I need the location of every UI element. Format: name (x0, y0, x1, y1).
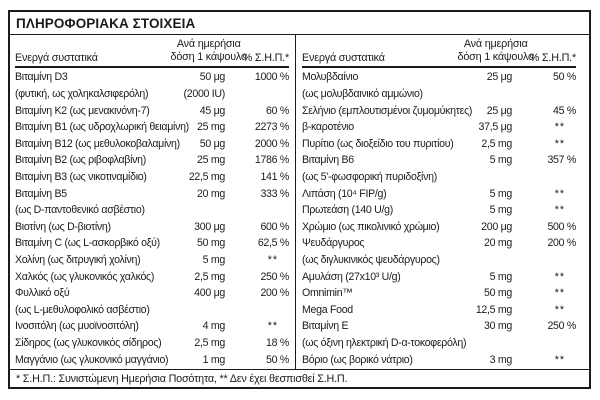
table-row (15, 102, 289, 119)
ingredient-name: Βιταμίνη B6 (302, 154, 354, 167)
pct-value: 2000 % (254, 137, 289, 150)
table-row (302, 285, 576, 302)
amount-value: 25 μg (486, 104, 512, 117)
table-row (302, 351, 576, 368)
table-title: ΠΛΗΡΟΦΟΡΙΑΚΑ ΣΤΟΙΧΕΙΑ (10, 12, 589, 35)
ingredient-name: β-καροτένιο (302, 121, 354, 134)
per-dose-header-line1: Ανά ημερήσια (463, 38, 528, 50)
amount-value: 3 mg (489, 353, 512, 366)
ingredient-name: Μολυβδαίνιο (302, 71, 359, 84)
amount-value: 12,5 mg (475, 303, 512, 316)
pct-value: 357 % (547, 154, 576, 167)
table-row (15, 318, 289, 335)
ingredient-name: Βιταμίνη B2 (ως ριβοφλαβίνη) (15, 154, 146, 167)
amount-value: 5 mg (202, 254, 225, 266)
nutrition-facts-table (8, 10, 591, 389)
ingredient-name: Βιταμίνη C (ως L-ασκορβικό οξύ) (15, 237, 160, 250)
pct-header: % Σ.Η.Π.* (529, 52, 576, 64)
ingredient-name: Βιταμίνη D3 (15, 71, 68, 84)
per-dose-header (458, 38, 534, 64)
amount-value: 20 mg (197, 187, 225, 200)
ingredient-name: (ως 5'-φωσφορική πυριδοξίνη) (302, 170, 437, 183)
right-column-header (302, 35, 576, 68)
per-dose-header-line2: δόση 1 κάψουλα (457, 51, 534, 63)
ingredient-name: Βιταμίνη B1 (ως υδροχλωρική θειαμίνη) (15, 121, 189, 134)
table-row (302, 302, 576, 319)
pct-value: ** (554, 270, 565, 283)
ingredient-name: (ως μολυβδαινικό αμμώνιο) (302, 87, 423, 100)
table-row (302, 135, 576, 152)
table-row (15, 335, 289, 352)
table-row (302, 86, 576, 103)
table-row (302, 252, 576, 269)
table-row (15, 218, 289, 235)
pct-value: ** (554, 204, 565, 217)
right-ingredient-rows (302, 68, 576, 369)
amount-value: 300 μg (194, 220, 225, 233)
per-dose-header-line2: δόση 1 κάψουλα (170, 51, 247, 63)
amount-value: 4 mg (202, 320, 225, 333)
left-column (10, 35, 296, 369)
pct-value: ** (554, 303, 565, 316)
pct-header: % Σ.Η.Π.* (242, 52, 289, 64)
amount-value: 200 μg (481, 220, 512, 233)
table-row (15, 119, 289, 136)
table-row (15, 185, 289, 202)
ingredient-name: Βιταμίνη B5 (15, 187, 67, 200)
amount-value: 20 mg (484, 237, 512, 250)
table-row (302, 268, 576, 285)
amount-value: 37,5 μg (478, 121, 512, 134)
ingredient-name: Πυρίτιο (ως διοξείδιο του πυριτίου) (302, 137, 454, 150)
table-row (15, 86, 289, 103)
ingredient-name: Ψευδάργυρος (302, 237, 365, 250)
ingredient-name: Σίδηρος (ως γλυκονικός σίδηρος) (15, 337, 162, 350)
ingredient-name: (φυτική, ως χοληκαλσιφερόλη) (15, 87, 149, 100)
per-dose-header (171, 38, 247, 64)
amount-value: 5 mg (489, 270, 512, 283)
ingredient-name: Βιταμίνη B12 (ως μεθυλοκοβαλαμίνη) (15, 137, 180, 150)
pct-value: ** (267, 320, 278, 333)
pct-value: 50 % (266, 353, 289, 366)
table-row (302, 102, 576, 119)
ingredient-name: Χρώμιο (ως πικολινικό χρώμιο) (302, 220, 440, 233)
left-column-header (15, 35, 289, 68)
ingredient-name: (ως L-μεθυλοφολικό ασβέστιο) (15, 303, 150, 316)
table-row (15, 202, 289, 219)
ingredient-name: Χολίνη (ως διτρυγική χολίνη) (15, 254, 141, 266)
table-row (302, 235, 576, 252)
amount-value: 30 mg (484, 320, 512, 333)
amount-value: 25 mg (197, 121, 225, 134)
pct-value: 250 % (260, 270, 289, 283)
pct-value: 333 % (260, 187, 289, 200)
amount-value: 2,5 mg (194, 270, 225, 283)
table-row (302, 119, 576, 136)
table-row (15, 69, 289, 86)
footnote: * Σ.Η.Π.: Συνιστώμενη Ημερήσια Ποσότητα, ** Δεν έχει θεσπισθεί Σ.Η.Π. (10, 369, 589, 387)
ingredient-name: Βιοτίνη (ως D-βιοτίνη) (15, 220, 111, 233)
table-row (15, 351, 289, 368)
pct-value: 200 % (547, 237, 576, 250)
table-row (15, 135, 289, 152)
pct-value: 1786 % (254, 154, 289, 167)
amount-value: 5 mg (489, 187, 512, 200)
table-row (302, 218, 576, 235)
ingredient-name: Mega Food (302, 303, 353, 316)
table-row (15, 235, 289, 252)
pct-value: 600 % (260, 220, 289, 233)
ingredient-name: Βιταμίνη K2 (ως μενακινόνη-7) (15, 104, 150, 117)
amount-value: 50 μg (199, 137, 225, 150)
pct-value: 50 % (553, 71, 576, 84)
table-row (302, 185, 576, 202)
table-row (302, 152, 576, 169)
ingredient-name: Omnimin™ (302, 287, 353, 300)
ingredient-name: Αμυλάση (27x10³ U/g) (302, 270, 401, 283)
amount-value: 5 mg (489, 154, 512, 167)
table-row (302, 169, 576, 186)
ingredient-name: (ως διγλυκινικός ψευδάργυρος) (302, 254, 440, 266)
table-row (302, 318, 576, 335)
amount-value: 45 μg (199, 104, 225, 117)
amount-value: 25 mg (197, 154, 225, 167)
amount-value: 50 μg (199, 71, 225, 84)
pct-value: 500 % (547, 220, 576, 233)
table-row (302, 202, 576, 219)
ingredient-name: (ως D-παντοθενικό ασβέστιο) (15, 204, 145, 217)
table-row (15, 252, 289, 269)
ingredient-name: Ινοσιτόλη (ως μυοϊνοσιτόλη) (15, 320, 139, 333)
amount-value: 50 mg (197, 237, 225, 250)
amount-value: 400 μg (194, 287, 225, 300)
left-ingredient-rows (15, 68, 289, 369)
table-row (302, 69, 576, 86)
ingredient-name: Λιπάση (10⁴ FIP/g) (302, 187, 387, 200)
table-row (15, 169, 289, 186)
ingredient-name: Πρωτεάση (140 U/g) (302, 204, 393, 217)
table-row (15, 152, 289, 169)
ingredients-header: Ενεργά συστατικά (302, 52, 385, 64)
ingredient-name: Φυλλικό οξύ (15, 287, 70, 300)
ingredient-name: Σελήνιο (εμπλουτισμένοι ζυμομύκητες) (302, 104, 473, 117)
ingredient-name: Βόριο (ως βορικό νάτριο) (302, 353, 413, 366)
table-body (10, 35, 589, 369)
pct-value: ** (554, 187, 565, 200)
amount-value: 2,5 mg (194, 337, 225, 350)
ingredient-name: Βιταμίνη E (302, 320, 349, 333)
amount-value: 22,5 mg (188, 170, 225, 183)
pct-value: 141 % (260, 170, 289, 183)
amount-value: 25 μg (486, 71, 512, 84)
ingredient-name: Βιταμίνη B3 (ως νικοτιναμίδιο) (15, 170, 147, 183)
amount-value: 5 mg (489, 204, 512, 217)
table-row (15, 285, 289, 302)
pct-value: ** (267, 254, 278, 266)
table-row (15, 268, 289, 285)
ingredient-name: Χαλκός (ως γλυκονικός χαλκός) (15, 270, 155, 283)
per-dose-header-line1: Ανά ημερήσια (176, 38, 241, 50)
ingredient-name: (ως όξινη ηλεκτρική D-α-τοκοφερόλη) (302, 337, 467, 350)
pct-value: ** (554, 287, 565, 300)
right-column (296, 35, 589, 369)
pct-value: 60 % (266, 104, 289, 117)
pct-value: 2273 % (254, 121, 289, 134)
amount-value: 1 mg (202, 353, 225, 366)
ingredient-name: Μαγγάνιο (ως γλυκονικό μαγγάνιο) (15, 353, 169, 366)
pct-value: ** (554, 137, 565, 150)
pct-value: ** (554, 353, 565, 366)
amount-value: 50 mg (484, 287, 512, 300)
pct-value: 200 % (260, 287, 289, 300)
pct-value: 62,5 % (257, 237, 289, 250)
pct-value: 45 % (553, 104, 576, 117)
pct-value: 250 % (547, 320, 576, 333)
table-row (302, 335, 576, 352)
pct-value: 18 % (266, 337, 289, 350)
pct-value: 1000 % (254, 71, 289, 84)
table-row (15, 302, 289, 319)
ingredients-header: Ενεργά συστατικά (15, 52, 98, 64)
pct-value: ** (554, 121, 565, 134)
amount-value: 2,5 mg (481, 137, 512, 150)
amount-value: (2000 IU) (183, 87, 225, 100)
